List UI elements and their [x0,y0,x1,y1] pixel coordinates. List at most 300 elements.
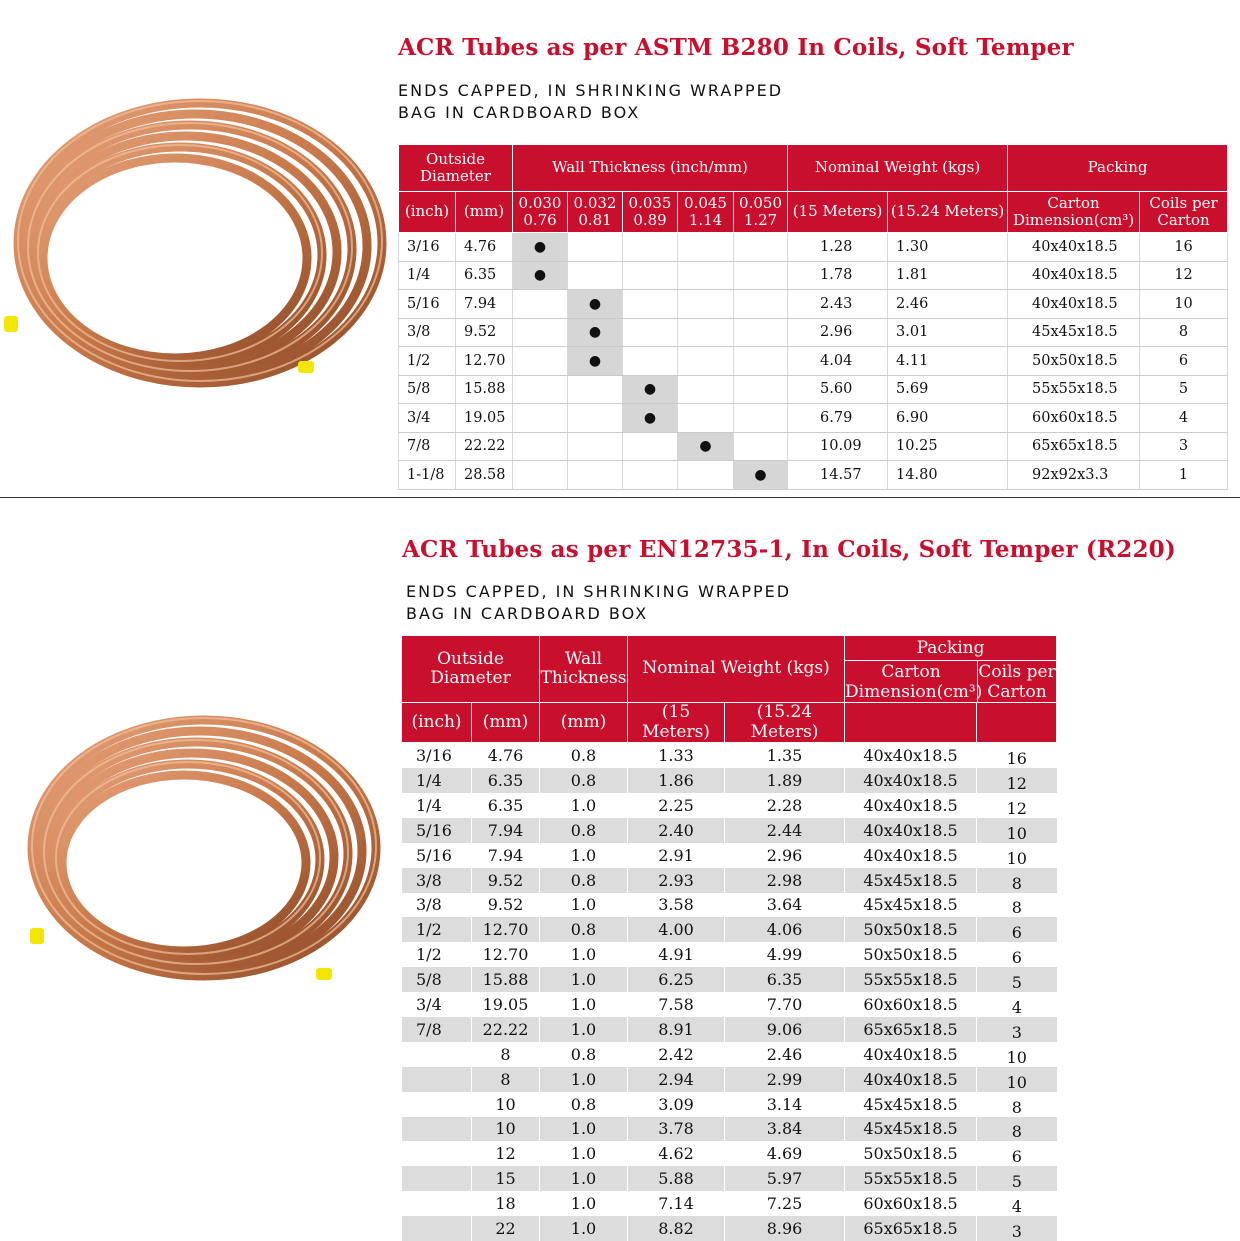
cell-coils: 8 [977,1117,1057,1142]
cell-wall-empty [678,404,734,433]
cell-inch: 5/16 [402,843,472,868]
header-wall-4: 0.050 1.27 [734,192,788,233]
cell-wall-empty [734,290,788,319]
cell-mm: 15.88 [472,967,540,992]
table-row [402,1166,1057,1191]
cell-weight-1524m: 3.64 [725,893,845,918]
cell-carton: 40x40x18.5 [1008,233,1140,262]
cell-carton: 55x55x18.5 [845,967,977,992]
cell-weight-15m: 7.58 [628,992,725,1017]
cell-carton: 92x92x3.3 [1008,461,1140,490]
cell-weight-15m: 2.40 [628,818,725,843]
cell-inch: 3/16 [402,743,472,768]
table-row [399,461,1228,490]
cell-coils: 8 [977,1092,1057,1117]
cell-inch: 7/8 [399,432,456,461]
cell-mm: 18 [472,1191,540,1216]
cell-inch: 5/8 [399,375,456,404]
cell-weight-15m: 2.91 [628,843,725,868]
cell-wall: 1.0 [540,992,628,1017]
cell-mm: 6.35 [472,768,540,793]
table-row [402,1017,1057,1042]
cell-carton: 65x65x18.5 [1008,432,1140,461]
cell-mm: 4.76 [456,233,513,262]
cell-coils: 12 [977,793,1057,818]
cell-mm: 7.94 [456,290,513,319]
cell-weight-15m: 10.09 [788,432,888,461]
table-row [402,818,1057,843]
cell-inch: 5/16 [402,818,472,843]
cell-coils: 8 [1140,318,1228,347]
table-row [402,1092,1057,1117]
cell-coils: 8 [977,893,1057,918]
cell-wall-empty [678,347,734,376]
cell-wall-empty [513,461,568,490]
table-row [402,768,1057,793]
cell-carton: 55x55x18.5 [845,1166,977,1191]
cell-coils: 8 [977,868,1057,893]
header-weight-1524m: (15.24 Meters) [725,703,845,743]
cell-wall-empty [678,233,734,262]
header-outside-diameter: Outside Diameter [399,145,513,192]
cell-inch: 3/8 [402,868,472,893]
cell-wall-empty [568,461,623,490]
cell-weight-15m: 2.42 [628,1042,725,1067]
cell-wall-empty [623,347,678,376]
cell-inch: 5/8 [402,967,472,992]
wall-dot-icon: ● [513,233,568,262]
cell-weight-1524m: 4.06 [725,917,845,942]
cell-weight-1524m: 3.14 [725,1092,845,1117]
cell-wall-empty [568,261,623,290]
section2-subtitle-line2: BAG IN CARDBOARD BOX [406,604,649,623]
cell-mm: 9.52 [472,868,540,893]
cell-wall-empty [623,318,678,347]
cell-wall: 1.0 [540,1141,628,1166]
cell-inch: 1/4 [399,261,456,290]
cell-mm: 10 [472,1117,540,1142]
table-row [399,261,1228,290]
header-weight-15m: (15 Meters) [628,703,725,743]
cell-wall-empty [734,318,788,347]
cell-wall-empty [734,233,788,262]
header-wall-3: 0.045 1.14 [678,192,734,233]
cell-weight-15m: 6.79 [788,404,888,433]
cell-wall: 0.8 [540,917,628,942]
cell-weight-1524m: 2.99 [725,1067,845,1092]
cell-inch: 3/8 [399,318,456,347]
cell-inch [402,1117,472,1142]
header-wall-1: 0.032 0.81 [568,192,623,233]
cell-wall-empty [513,347,568,376]
table-row [399,347,1228,376]
cell-carton: 45x45x18.5 [845,1092,977,1117]
cell-weight-1524m: 4.69 [725,1141,845,1166]
header-inch: (inch) [402,703,472,743]
table-row [402,743,1057,768]
cell-carton: 50x50x18.5 [1008,347,1140,376]
cell-mm: 9.52 [472,893,540,918]
cell-mm: 7.94 [472,818,540,843]
section2-subtitle-line1: ENDS CAPPED, IN SHRINKING WRAPPED [406,582,792,601]
cell-carton: 45x45x18.5 [845,1117,977,1142]
table-row [402,992,1057,1017]
header-wall-thickness: Wall Thickness [540,636,628,703]
cell-wall: 1.0 [540,793,628,818]
cell-coils: 5 [977,1166,1057,1191]
table-row [402,893,1057,918]
cell-carton: 40x40x18.5 [845,1067,977,1092]
cell-mm: 19.05 [472,992,540,1017]
cell-inch [402,1141,472,1166]
cell-weight-1524m: 10.25 [888,432,1008,461]
cell-inch [402,1067,472,1092]
cell-inch: 1/4 [402,793,472,818]
cell-carton: 40x40x18.5 [845,743,977,768]
cell-wall-empty [513,290,568,319]
cell-weight-1524m: 8.96 [725,1216,845,1241]
cell-weight-1524m: 5.97 [725,1166,845,1191]
cell-carton: 40x40x18.5 [845,843,977,868]
cell-wall: 1.0 [540,942,628,967]
cell-wall: 1.0 [540,843,628,868]
cell-weight-15m: 2.96 [788,318,888,347]
cell-mm: 7.94 [472,843,540,868]
cell-weight-15m: 5.88 [628,1166,725,1191]
cell-weight-15m: 1.33 [628,743,725,768]
cell-mm: 28.58 [456,461,513,490]
cell-coils: 12 [977,768,1057,793]
cell-weight-1524m: 14.80 [888,461,1008,490]
en-table-body [402,743,1057,1241]
cell-coils: 10 [1140,290,1228,319]
cell-mm: 12.70 [472,942,540,967]
cell-wall-empty [734,261,788,290]
cell-mm: 22 [472,1216,540,1241]
cell-inch: 3/16 [399,233,456,262]
cell-mm: 12 [472,1141,540,1166]
header-spacer [977,703,1057,743]
cell-inch: 1/2 [402,942,472,967]
cell-weight-15m: 8.82 [628,1216,725,1241]
header-carton-dimension: Carton Dimension(cm³) [845,662,983,702]
cell-weight-1524m: 1.81 [888,261,1008,290]
cell-mm: 22.22 [472,1017,540,1042]
cell-coils: 10 [977,843,1057,868]
wall-dot-icon: ● [513,261,568,290]
cell-inch [402,1092,472,1117]
cell-weight-15m: 2.25 [628,793,725,818]
cell-carton: 60x60x18.5 [845,992,977,1017]
table-row [399,375,1228,404]
wall-dot-icon: ● [734,461,788,490]
cell-weight-1524m: 2.46 [888,290,1008,319]
header-packing-label: Packing [845,636,1056,661]
cell-carton: 40x40x18.5 [1008,261,1140,290]
cell-inch: 1/2 [402,917,472,942]
cell-carton: 40x40x18.5 [845,768,977,793]
cell-mm: 15 [472,1166,540,1191]
cell-coils: 6 [977,1141,1057,1166]
cell-wall-empty [678,318,734,347]
cell-coils: 5 [1140,375,1228,404]
wall-dot-icon: ● [568,290,623,319]
section1-title: ACR Tubes as per ASTM B280 In Coils, Soft Temper [398,34,1074,61]
cell-wall-empty [623,461,678,490]
cell-coils: 1 [1140,461,1228,490]
wall-dot-icon: ● [568,318,623,347]
header-wall-mm: (mm) [540,703,628,743]
cell-mm: 6.35 [456,261,513,290]
cell-carton: 50x50x18.5 [845,917,977,942]
header-packing [845,636,1057,703]
cell-mm: 15.88 [456,375,513,404]
cell-carton: 45x45x18.5 [845,868,977,893]
cell-inch: 3/8 [402,893,472,918]
cell-inch: 3/4 [402,992,472,1017]
wall-dot-icon: ● [623,404,678,433]
table-row [402,1141,1057,1166]
cell-weight-1524m: 2.28 [725,793,845,818]
cell-mm: 10 [472,1092,540,1117]
cell-carton: 65x65x18.5 [845,1017,977,1042]
cell-weight-1524m: 7.25 [725,1191,845,1216]
section1-subtitle [398,80,783,124]
cell-inch: 1/2 [399,347,456,376]
cell-wall: 1.0 [540,1067,628,1092]
cell-inch [402,1191,472,1216]
cell-wall-empty [513,318,568,347]
cell-weight-15m: 2.43 [788,290,888,319]
cell-carton: 40x40x18.5 [845,793,977,818]
cell-wall: 1.0 [540,1216,628,1241]
cell-mm: 12.70 [456,347,513,376]
cell-weight-1524m: 7.70 [725,992,845,1017]
cell-weight-1524m: 6.35 [725,967,845,992]
header-weight-15m: (15 Meters) [788,192,888,233]
cell-mm: 4.76 [472,743,540,768]
cell-wall: 0.8 [540,818,628,843]
cell-coils: 4 [977,1191,1057,1216]
cell-wall-empty [734,375,788,404]
cell-weight-15m: 6.25 [628,967,725,992]
cell-carton: 50x50x18.5 [845,1141,977,1166]
cell-coils: 10 [977,1042,1057,1067]
cell-wall-empty [734,404,788,433]
cell-wall-empty [678,290,734,319]
table-row [402,967,1057,992]
cell-inch: 7/8 [402,1017,472,1042]
cell-wall: 0.8 [540,868,628,893]
cell-weight-1524m: 2.98 [725,868,845,893]
cell-weight-1524m: 2.44 [725,818,845,843]
cell-coils: 6 [977,942,1057,967]
header-inch: (inch) [399,192,456,233]
cell-wall-empty [678,375,734,404]
table-row [399,318,1228,347]
cell-carton: 45x45x18.5 [1008,318,1140,347]
cell-coils: 10 [977,1067,1057,1092]
cell-weight-15m: 4.00 [628,917,725,942]
cell-coils: 10 [977,818,1057,843]
table-row [402,1191,1057,1216]
cell-wall-empty [513,432,568,461]
cell-wall-empty [513,404,568,433]
cell-weight-15m: 14.57 [788,461,888,490]
cell-wall: 0.8 [540,1042,628,1067]
cell-mm: 9.52 [456,318,513,347]
section-divider [0,497,1240,498]
cell-carton: 55x55x18.5 [1008,375,1140,404]
cell-weight-1524m: 2.46 [725,1042,845,1067]
header-wall-0: 0.030 0.76 [513,192,568,233]
cell-wall-empty [513,375,568,404]
table-row [402,1117,1057,1142]
cell-coils: 6 [1140,347,1228,376]
cell-coils: 4 [1140,404,1228,433]
table-row [402,843,1057,868]
cell-coils: 5 [977,967,1057,992]
cell-weight-15m: 1.28 [788,233,888,262]
cell-weight-15m: 2.93 [628,868,725,893]
cell-carton: 65x65x18.5 [845,1216,977,1241]
wall-dot-icon: ● [568,347,623,376]
header-weight-1524m: (15.24 Meters) [888,192,1008,233]
section2-title: ACR Tubes as per EN12735-1, In Coils, Soft Temper (R220) [402,536,1176,563]
cell-wall-empty [568,233,623,262]
table-row [402,942,1057,967]
cell-carton: 50x50x18.5 [845,942,977,967]
cell-weight-15m: 5.60 [788,375,888,404]
cell-inch [402,1166,472,1191]
cell-wall-empty [568,375,623,404]
cell-coils: 4 [977,992,1057,1017]
cell-wall-empty [623,261,678,290]
cell-wall-empty [678,261,734,290]
wall-dot-icon: ● [678,432,734,461]
cell-mm: 6.35 [472,793,540,818]
cell-mm: 19.05 [456,404,513,433]
cell-carton: 60x60x18.5 [1008,404,1140,433]
cell-weight-1524m: 1.89 [725,768,845,793]
cell-coils: 3 [977,1216,1057,1241]
cell-coils: 16 [977,743,1057,768]
table-row [399,233,1228,262]
cell-weight-15m: 3.09 [628,1092,725,1117]
header-mm: (mm) [456,192,513,233]
cell-inch: 1/4 [402,768,472,793]
copper-coil-image [14,700,389,995]
cell-weight-1524m: 5.69 [888,375,1008,404]
header-nominal-weight: Nominal Weight (kgs) [628,636,845,703]
cell-wall-empty [623,233,678,262]
cell-weight-1524m: 3.01 [888,318,1008,347]
cell-weight-15m: 4.62 [628,1141,725,1166]
cell-weight-15m: 3.58 [628,893,725,918]
cell-wall-empty [734,347,788,376]
cell-wall-empty [568,404,623,433]
cell-mm: 12.70 [472,917,540,942]
cell-wall: 1.0 [540,893,628,918]
header-nominal-weight: Nominal Weight (kgs) [788,145,1008,192]
cell-coils: 12 [1140,261,1228,290]
copper-coil-image [0,78,395,408]
header-wall-2: 0.035 0.89 [623,192,678,233]
header-spacer [845,703,977,743]
cell-mm: 22.22 [456,432,513,461]
cell-weight-1524m: 9.06 [725,1017,845,1042]
cell-inch: 5/16 [399,290,456,319]
header-mm: (mm) [472,703,540,743]
cell-weight-1524m: 3.84 [725,1117,845,1142]
cell-coils: 3 [977,1017,1057,1042]
cell-weight-15m: 4.04 [788,347,888,376]
table-row [399,290,1228,319]
cell-coils: 16 [1140,233,1228,262]
cell-carton: 45x45x18.5 [845,893,977,918]
cell-weight-1524m: 1.30 [888,233,1008,262]
cell-mm: 8 [472,1067,540,1092]
cell-inch [402,1042,472,1067]
header-outside-diameter: Outside Diameter [402,636,540,703]
cell-weight-15m: 8.91 [628,1017,725,1042]
table-row [402,793,1057,818]
cell-wall-empty [734,432,788,461]
cell-wall: 1.0 [540,1166,628,1191]
section1-subtitle-line2: BAG IN CARDBOARD BOX [398,103,641,122]
cell-wall-empty [678,461,734,490]
table-row [402,868,1057,893]
cell-weight-15m: 3.78 [628,1117,725,1142]
cell-wall-empty [623,432,678,461]
cell-wall: 0.8 [540,743,628,768]
cell-inch: 1-1/8 [399,461,456,490]
cell-carton: 40x40x18.5 [1008,290,1140,319]
cell-mm: 8 [472,1042,540,1067]
wall-dot-icon: ● [623,375,678,404]
cell-wall: 1.0 [540,1117,628,1142]
table-row [402,1067,1057,1092]
cell-inch: 3/4 [399,404,456,433]
cell-carton: 40x40x18.5 [845,818,977,843]
cell-coils: 6 [977,917,1057,942]
cell-wall: 0.8 [540,1092,628,1117]
cell-weight-1524m: 4.99 [725,942,845,967]
cell-carton: 60x60x18.5 [845,1191,977,1216]
header-coils-per-carton: Coils per Carton [1140,192,1228,233]
cell-weight-1524m: 1.35 [725,743,845,768]
astm-b280-table [398,144,1228,490]
header-packing: Packing [1008,145,1228,192]
cell-weight-1524m: 6.90 [888,404,1008,433]
table-row [399,404,1228,433]
cell-wall: 0.8 [540,768,628,793]
cell-weight-1524m: 2.96 [725,843,845,868]
cell-carton: 40x40x18.5 [845,1042,977,1067]
table-row [402,917,1057,942]
cell-wall: 1.0 [540,967,628,992]
astm-table-body [399,233,1228,490]
section2-subtitle [406,581,791,625]
en12735-table [401,635,1057,1241]
cell-wall-empty [568,432,623,461]
cell-wall: 1.0 [540,1017,628,1042]
cell-weight-15m: 4.91 [628,942,725,967]
header-coils-per-carton: Coils per Carton [978,662,1056,702]
cell-weight-1524m: 4.11 [888,347,1008,376]
cell-wall: 1.0 [540,1191,628,1216]
cell-weight-15m: 7.14 [628,1191,725,1216]
